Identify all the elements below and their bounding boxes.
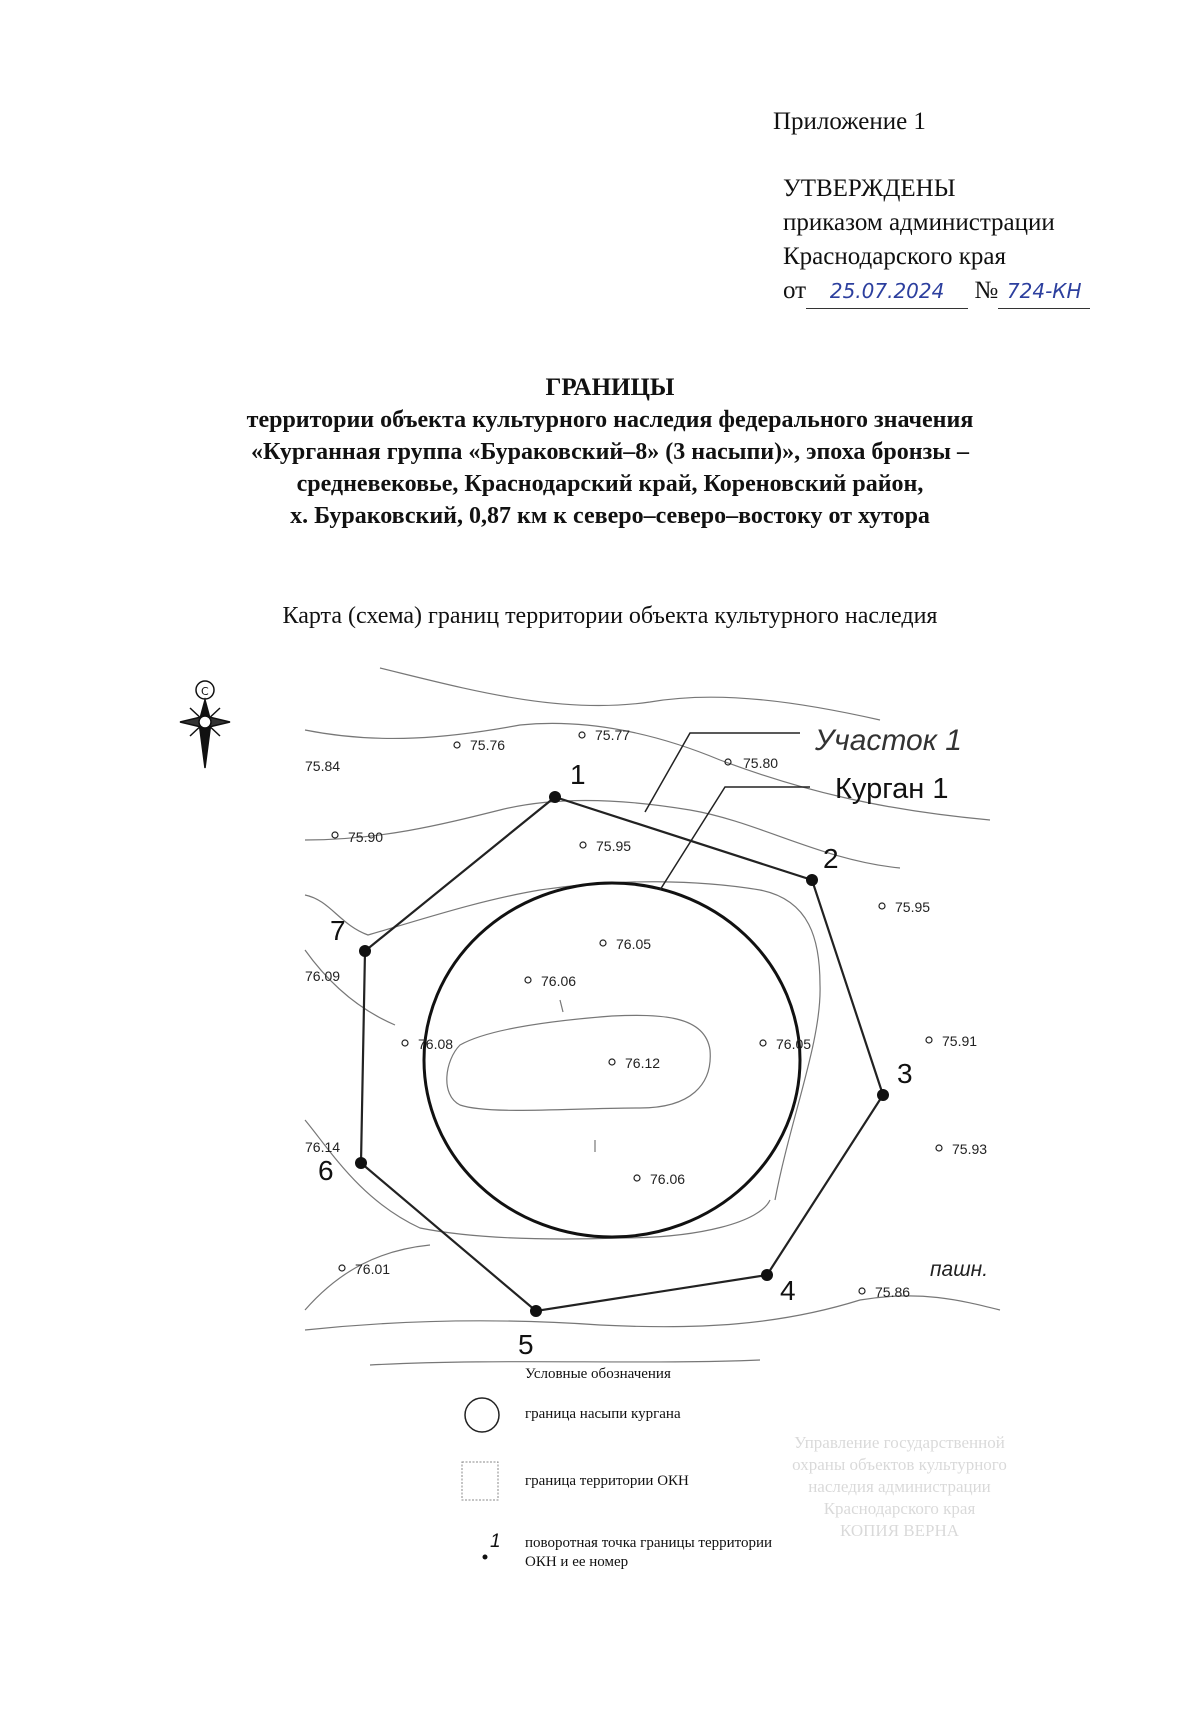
- callout-mound-label: Курган 1: [835, 773, 949, 805]
- north-arrow-icon: [180, 681, 230, 768]
- title-line-2: «Курганная группа «Бураковский–8» (3 насыпи)», эпоха бронзы –: [251, 439, 969, 465]
- elevation-label: 75.95: [895, 899, 931, 915]
- turning-point-4: [761, 1269, 773, 1281]
- turning-point-2: [806, 874, 818, 886]
- elevation-label: 76.12: [625, 1055, 661, 1071]
- elevation-label: 76.06: [541, 973, 577, 989]
- stamp-line: Управление государственной: [794, 1433, 1005, 1452]
- stamp-line: наследия администрации: [808, 1477, 991, 1496]
- stamp-line: КОПИЯ ВЕРНА: [839, 1521, 960, 1540]
- elevation-label: 75.80: [743, 755, 779, 771]
- legend-mound-label: граница насыпи кургана: [525, 1406, 681, 1422]
- territory-boundary: [361, 797, 883, 1311]
- elevation-label: 75.91: [942, 1033, 978, 1049]
- elevation-label: 75.84: [305, 758, 341, 774]
- callout-leaders: [645, 733, 810, 890]
- stamp-line: охраны объектов культурного: [792, 1455, 1007, 1474]
- point-label-3: 3: [897, 1058, 913, 1089]
- legend-title: Условные обозначения: [525, 1366, 671, 1382]
- elevation-label: 76.05: [616, 936, 652, 952]
- title-line-1: территории объекта культурного наследия федерального значения: [246, 407, 974, 433]
- elevation-label: 76.06: [650, 1171, 686, 1187]
- appendix-label: Приложение 1: [773, 108, 926, 135]
- approved-line-2: Краснодарского края: [783, 243, 1006, 270]
- turning-point-1: [549, 791, 561, 803]
- faded-stamp: [707, 1432, 1092, 1638]
- point-label-1: 1: [570, 759, 586, 790]
- elevation-label: 75.77: [595, 727, 631, 743]
- elevation-label: 76.14: [305, 1139, 341, 1155]
- callout-area-label: Участок 1: [815, 724, 962, 757]
- elevation-label: 76.01: [355, 1261, 391, 1277]
- mound-boundary: [424, 883, 800, 1237]
- elevation-label: 75.86: [875, 1284, 911, 1300]
- stamp-line: Краснодарского края: [823, 1499, 976, 1518]
- elevation-label: 76.05: [776, 1036, 812, 1052]
- elevation-marks: [305, 727, 987, 1300]
- legend-point-icon: [483, 1555, 488, 1560]
- number-prefix: №: [974, 277, 999, 304]
- legend-point-number: 1: [490, 1531, 501, 1552]
- point-label-4: 4: [780, 1275, 796, 1306]
- point-label-5: 5: [518, 1329, 534, 1360]
- turning-point-5: [530, 1305, 542, 1317]
- point-label-2: 2: [823, 843, 839, 874]
- approved-line-1: приказом администрации: [783, 209, 1055, 236]
- legend-square-icon: [462, 1462, 498, 1500]
- legend-point-label-line-2: ОКН и ее номер: [525, 1554, 629, 1570]
- field-label: пашн.: [930, 1258, 989, 1281]
- turning-point-6: [355, 1157, 367, 1169]
- legend-point-label-line-1: поворотная точка границы территории: [525, 1535, 773, 1551]
- approved-title: УТВЕРЖДЕНЫ: [783, 175, 956, 202]
- point-label-6: 6: [318, 1155, 334, 1186]
- date-prefix: от: [783, 277, 807, 304]
- title-heading: ГРАНИЦЫ: [545, 374, 675, 401]
- order-date: 25.07.2024: [829, 279, 945, 303]
- legend-circle-icon: [465, 1398, 499, 1432]
- svg-text:С: С: [201, 685, 209, 698]
- map-subtitle: Карта (схема) границ территории объекта культурного наследия: [282, 603, 938, 629]
- elevation-label: 76.08: [418, 1036, 454, 1052]
- title-line-3: средневековье, Краснодарский край, Кореновский район,: [296, 471, 924, 497]
- turning-point-7: [359, 945, 371, 957]
- title-line-4: х. Бураковский, 0,87 км к северо–северо–востоку от хутора: [290, 503, 930, 529]
- point-label-7: 7: [330, 915, 346, 946]
- elevation-label: 75.95: [596, 838, 632, 854]
- turning-point-3: [877, 1089, 889, 1101]
- order-number: 724-КН: [1006, 279, 1082, 303]
- elevation-label: 76.09: [305, 968, 341, 984]
- elevation-label: 75.93: [952, 1141, 988, 1157]
- elevation-label: 75.76: [470, 737, 506, 753]
- legend-territory-label: граница территории ОКН: [525, 1473, 689, 1489]
- elevation-label: 75.90: [348, 829, 384, 845]
